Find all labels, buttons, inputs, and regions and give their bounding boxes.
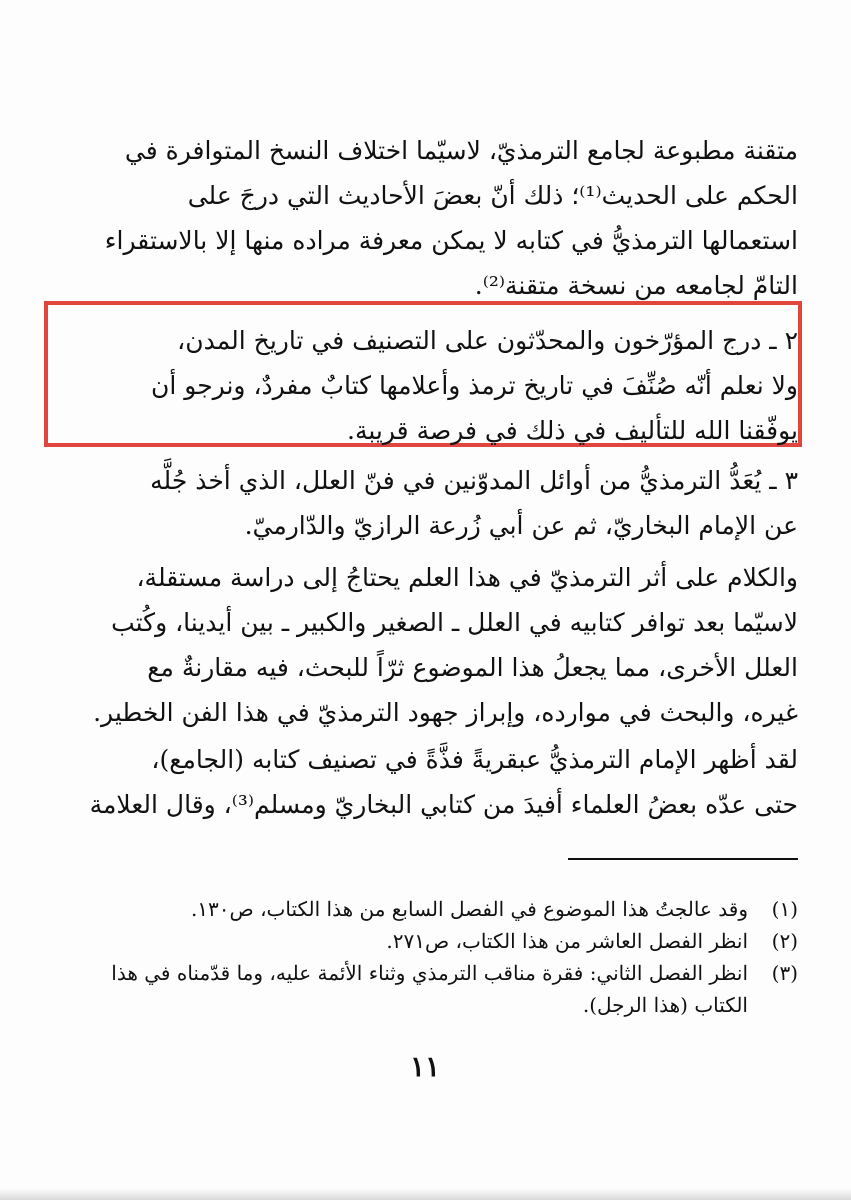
text-line: لاسيّما بعد توافر كتابيه في العلل ـ الصغير والكبير ـ بين أيدينا، وكُتب [111,608,798,637]
footnote-3 [70,957,798,1021]
footnote-text: انظر الفصل العاشر من هذا الكتاب، ص٢٧١. [386,929,748,953]
footnotes-section [70,893,798,1021]
text-line: لقد أظهر الإمام الترمذيُّ عبقريةً فذَّةً في تصنيف كتابه (الجامع)، [151,745,798,774]
text-line: متقنة مطبوعة لجامع الترمذيّ، لاسيّما اختلاف النسخ المتوافرة في [124,136,798,165]
page-number: ١١ [409,1050,441,1083]
text-line: الحكم على الحديث⁽¹⁾؛ ذلك أنّ بعضَ الأحاديث التي درجَ على [187,181,798,210]
paragraph-3 [62,458,798,548]
paragraph-2-highlighted [62,318,798,453]
text-line: التامّ لجامعه من نسخة متقنة⁽²⁾. [474,271,798,300]
text-line: حتى عدّه بعضُ العلماء أفيدَ من كتابي البخاريّ ومسلم⁽³⁾، وقال العلامة [89,790,798,819]
text-line: غيره، والبحث في موارده، وإبراز جهود الترمذيّ في هذا الفن الخطير. [93,698,798,727]
footnote-number: (١) [771,897,798,921]
text-line: ٣ ـ يُعَدُّ الترمذيُّ من أوائل المدوّنين في فنّ العلل، الذي أخذ جُلَّه [150,466,798,495]
text-line: استعمالها الترمذيُّ في كتابه لا يمكن معرفة مراده منها إلا بالاستقراء [104,226,798,255]
paragraph-4 [62,555,798,735]
paragraph-1 [62,128,798,308]
text-line: العلل الأخرى، مما يجعلُ هذا الموضوع ثرّاً للبحث، فيه مقارنةٌ مع [147,653,798,682]
paragraph-5 [62,737,798,827]
footnote-text: وقد عالجتُ هذا الموضوع في الفصل السابع من هذا الكتاب، ص١٣٠. [190,897,748,921]
text-line: ٢ ـ درج المؤرّخون والمحدّثون على التصنيف في تاريخ المدن، [177,326,798,355]
text-line: يوفّقنا الله للتأليف في ذلك في فرصة قريبة. [347,416,798,445]
footnote-1 [70,893,798,925]
footnote-2 [70,925,798,957]
text-line: ولا نعلم أنّه صُنِّفَ في تاريخ ترمذ وأعلامها كتابٌ مفردٌ، ونرجو أن [151,371,798,400]
page-bottom-edge [0,1188,851,1200]
footnote-text: انظر الفصل الثاني: فقرة مناقب الترمذي وثناء الأئمة عليه، وما قدّمناه في هذا الكتاب (هذا الرجل). [111,961,748,1017]
footnote-number: (٣) [771,961,798,985]
footnote-number: (٢) [771,929,798,953]
text-line: والكلام على أثر الترمذيّ في هذا العلم يحتاجُ إلى دراسة مستقلة، [136,563,798,592]
footnote-divider [568,858,798,860]
text-line: عن الإمام البخاريّ، ثم عن أبي زُرعة الرازيّ والدّارميّ. [244,511,798,540]
